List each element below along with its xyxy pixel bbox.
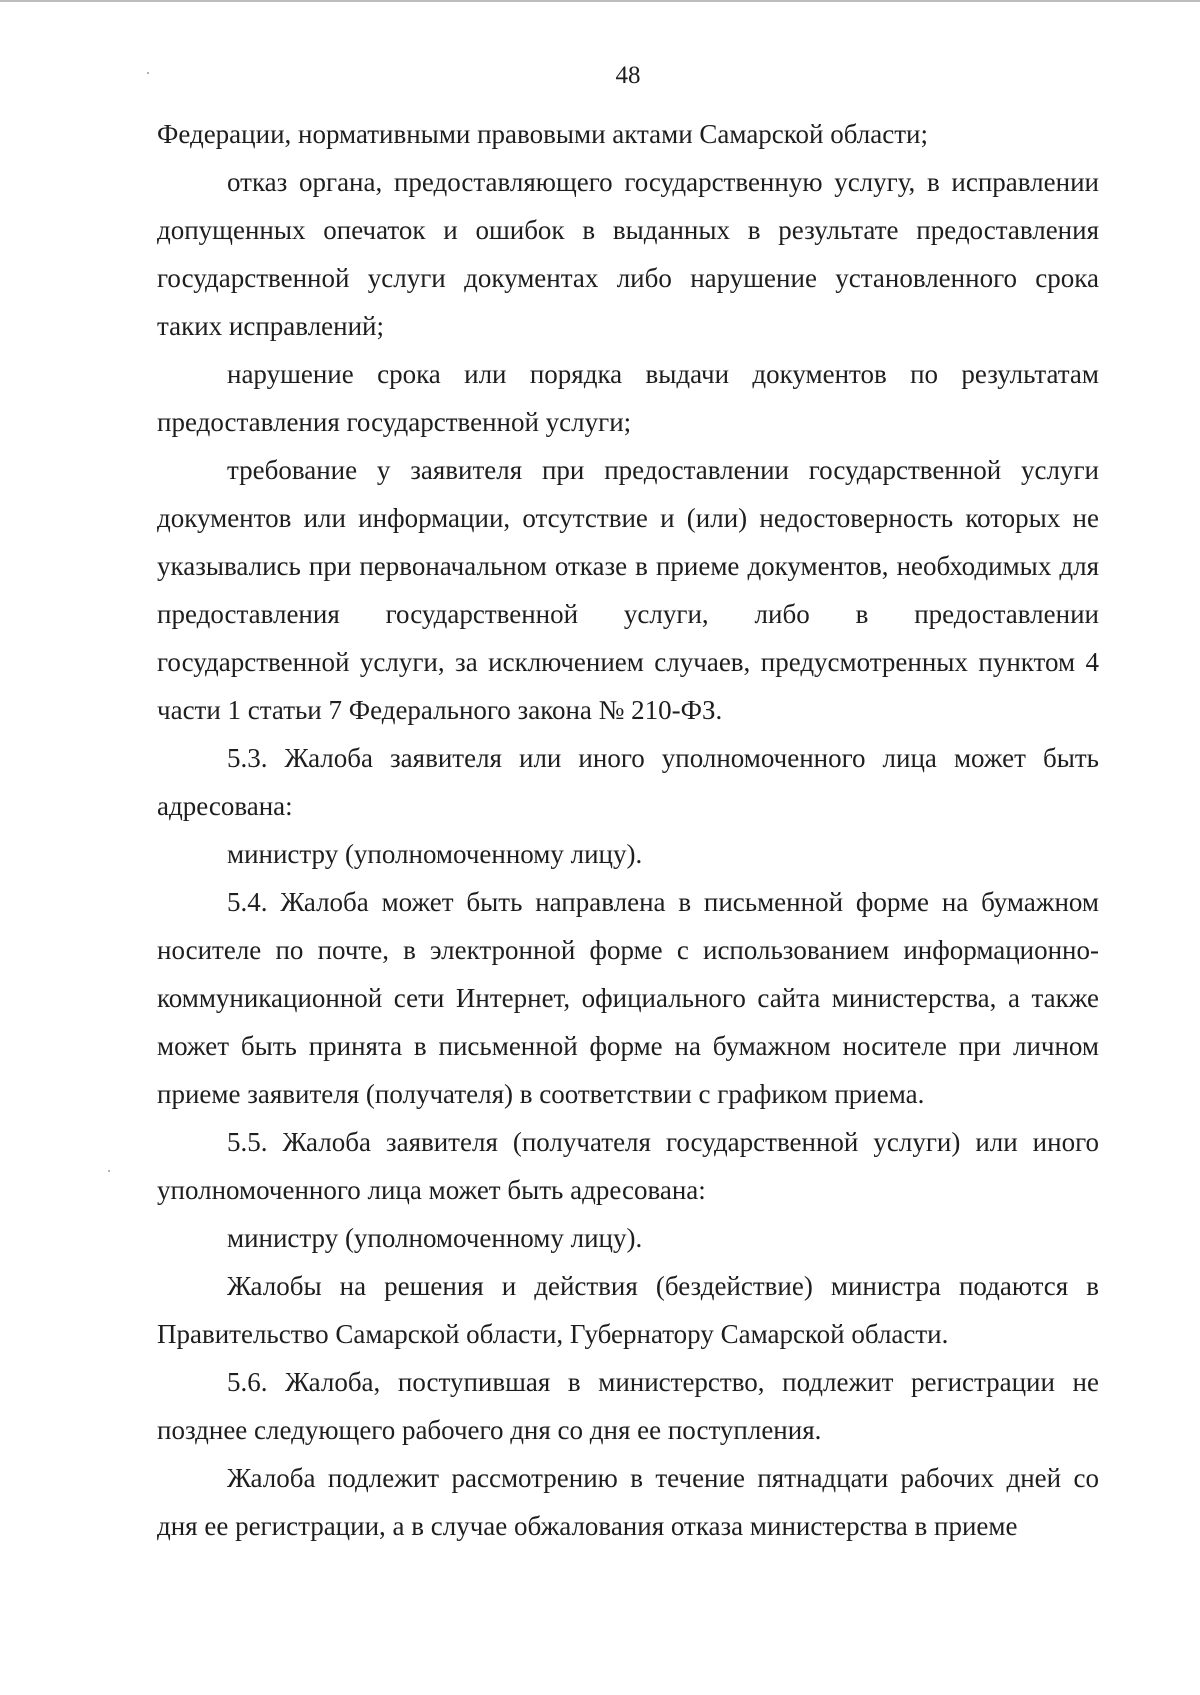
paragraph: министру (уполномоченному лицу). [227, 1223, 643, 1253]
paragraph: Федерации, нормативными правовыми актами Самарской области; [157, 119, 928, 149]
paragraph: требование у заявителя при предоставлении государственной услуги документов или информации, отсутствие и (или) недостоверность которых не указывались при первоначальном отказе в приеме документов, необходимых для предоставления государственной услуги, либо в предоставлении государственной услуги, за исключением случаев, предусмотренных пунктом 4 части 1 статьи 7 Федерального закона № 210-ФЗ. [157, 455, 1099, 725]
page-number: 48 [615, 62, 641, 89]
paragraph: 5.3. Жалоба заявителя или иного уполномоченного лица может быть адресована: [157, 743, 1099, 821]
paragraph: министру (уполномоченному лицу). [227, 839, 643, 869]
scan-top-edge [0, 0, 1200, 2]
paragraph: 5.5. Жалоба заявителя (получателя государственной услуги) или иного уполномоченного лица может быть адресована: [157, 1127, 1099, 1205]
paragraph: 5.4. Жалоба может быть направлена в письменной форме на бумажном носителе по почте, в электронной форме с использованием информационно-коммуникационной сети Интернет, официального сайта министерства, а также может быть принята в письменной форме на бумажном носителе при личном приеме заявителя (получателя) в соответствии с графиком приема. [157, 887, 1099, 1109]
paragraph: отказ органа, предоставляющего государственную услугу, в исправлении допущенных опечаток и ошибок в выданных в результате предоставления государственной услуги документах либо нарушение установленного срока таких исправлений; [157, 167, 1099, 341]
paragraph: Жалоба подлежит рассмотрению в течение пятнадцати рабочих дней со дня ее регистрации, а в случае обжалования отказа министерства в приеме [157, 1463, 1099, 1541]
paragraph: Жалобы на решения и действия (бездействие) министра подаются в Правительство Самарской области, Губернатору Самарской области. [157, 1271, 1099, 1349]
scan-speck [108, 1170, 110, 1172]
scan-speck [147, 72, 149, 74]
paragraph: нарушение срока или порядка выдачи документов по результатам предоставления государственной услуги; [157, 359, 1099, 437]
paragraph: 5.6. Жалоба, поступившая в министерство, подлежит регистрации не позднее следующего рабочего дня со дня ее поступления. [157, 1367, 1099, 1445]
document-page [157, 60, 1099, 1550]
